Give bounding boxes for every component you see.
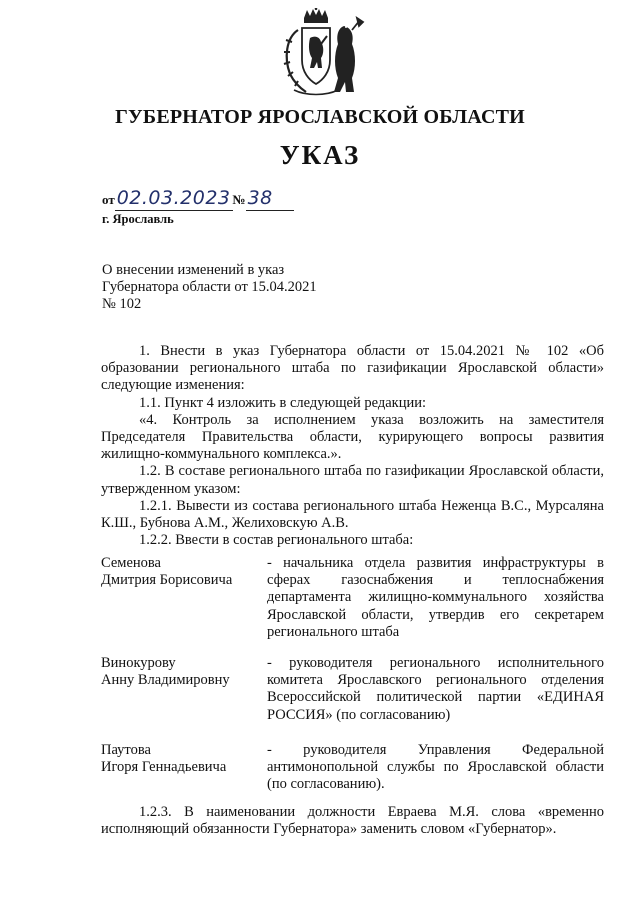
date-prefix: от: [102, 192, 115, 207]
paragraph-1-1: 1.1. Пункт 4 изложить в следующей редакции:: [139, 394, 427, 411]
member-given-names: Анну Владимировну: [101, 672, 230, 689]
final-clause: [101, 804, 604, 838]
org-title: ГУБЕРНАТОР ЯРОСЛАВСКОЙ ОБЛАСТИ: [115, 106, 525, 128]
number-prefix: №: [232, 192, 246, 207]
member-given-names: Игоря Геннадьевича: [101, 759, 227, 776]
members-list: [101, 555, 604, 802]
paragraph-1-2-3: 1.2.3. В наименовании должности Евраева М.Я. слова «временно исполняющий обязанности Губернатора» заменить словом «Губернатор».: [101, 804, 604, 838]
subject-line: О внесении изменений в указ: [102, 262, 285, 278]
document-type: УКАЗ: [279, 140, 361, 170]
member-name: [101, 555, 261, 589]
decree-date-number: [102, 188, 294, 212]
decree-number: 38: [247, 187, 273, 209]
member-role: - руководителя регионального исполнительного комитета Ярославского регионального отделения Всероссийской политической партии «ЕДИНАЯ РОССИЯ» (по согласованию): [267, 655, 604, 723]
subject-line: Губернатора области от 15.04.2021: [102, 279, 317, 295]
decree-body: [101, 343, 604, 549]
paragraph-1-2-2: 1.2.2. Ввести в состав регионального штаба:: [139, 532, 414, 549]
member-given-names: Дмитрия Борисовича: [101, 572, 233, 589]
member-entry: [101, 555, 604, 655]
decree-subject: [102, 262, 432, 313]
member-name: [101, 742, 261, 776]
paragraph-1-2-1: 1.2.1. Вывести из состава регионального штаба Неженца В.С., Мурсаляна К.Ш., Бубнова А.М., Желиховскую А.В.: [101, 497, 604, 532]
city: г. Ярославль: [102, 212, 174, 226]
member-entry: [101, 655, 604, 742]
paragraph-1: 1. Внести в указ Губернатора области от 15.04.2021 № 102 «Об образовании регионального штаба по газификации Ярославской области» следующие изменения:: [101, 343, 604, 394]
member-surname: Семенова: [101, 555, 161, 571]
member-surname: Паутова: [101, 742, 151, 758]
subject-line: № 102: [102, 296, 142, 312]
decree-date: 02.03.2023: [116, 187, 231, 209]
member-entry: [101, 742, 604, 802]
member-role: - руководителя Управления Федеральной антимонопольной службы по Ярославской области (по согласованию).: [267, 742, 604, 793]
coat-of-arms-icon: [266, 8, 366, 98]
paragraph-1-1-text: «4. Контроль за исполнением указа возложить на заместителя Председателя Правительства области, курирующего вопросы развития жилищно-коммунального комплекса.».: [101, 411, 604, 463]
paragraph-1-2: 1.2. В составе регионального штаба по газификации Ярославской области, утвержденном указом:: [101, 463, 604, 497]
member-role: - начальника отдела развития инфраструктуры в сферах газоснабжения и теплоснабжения департамента жилищно-коммунального хозяйства Ярославской области, утвердив его секретарем регионального штаба: [267, 555, 604, 640]
member-name: [101, 655, 261, 689]
member-surname: Винокурову: [101, 655, 176, 671]
